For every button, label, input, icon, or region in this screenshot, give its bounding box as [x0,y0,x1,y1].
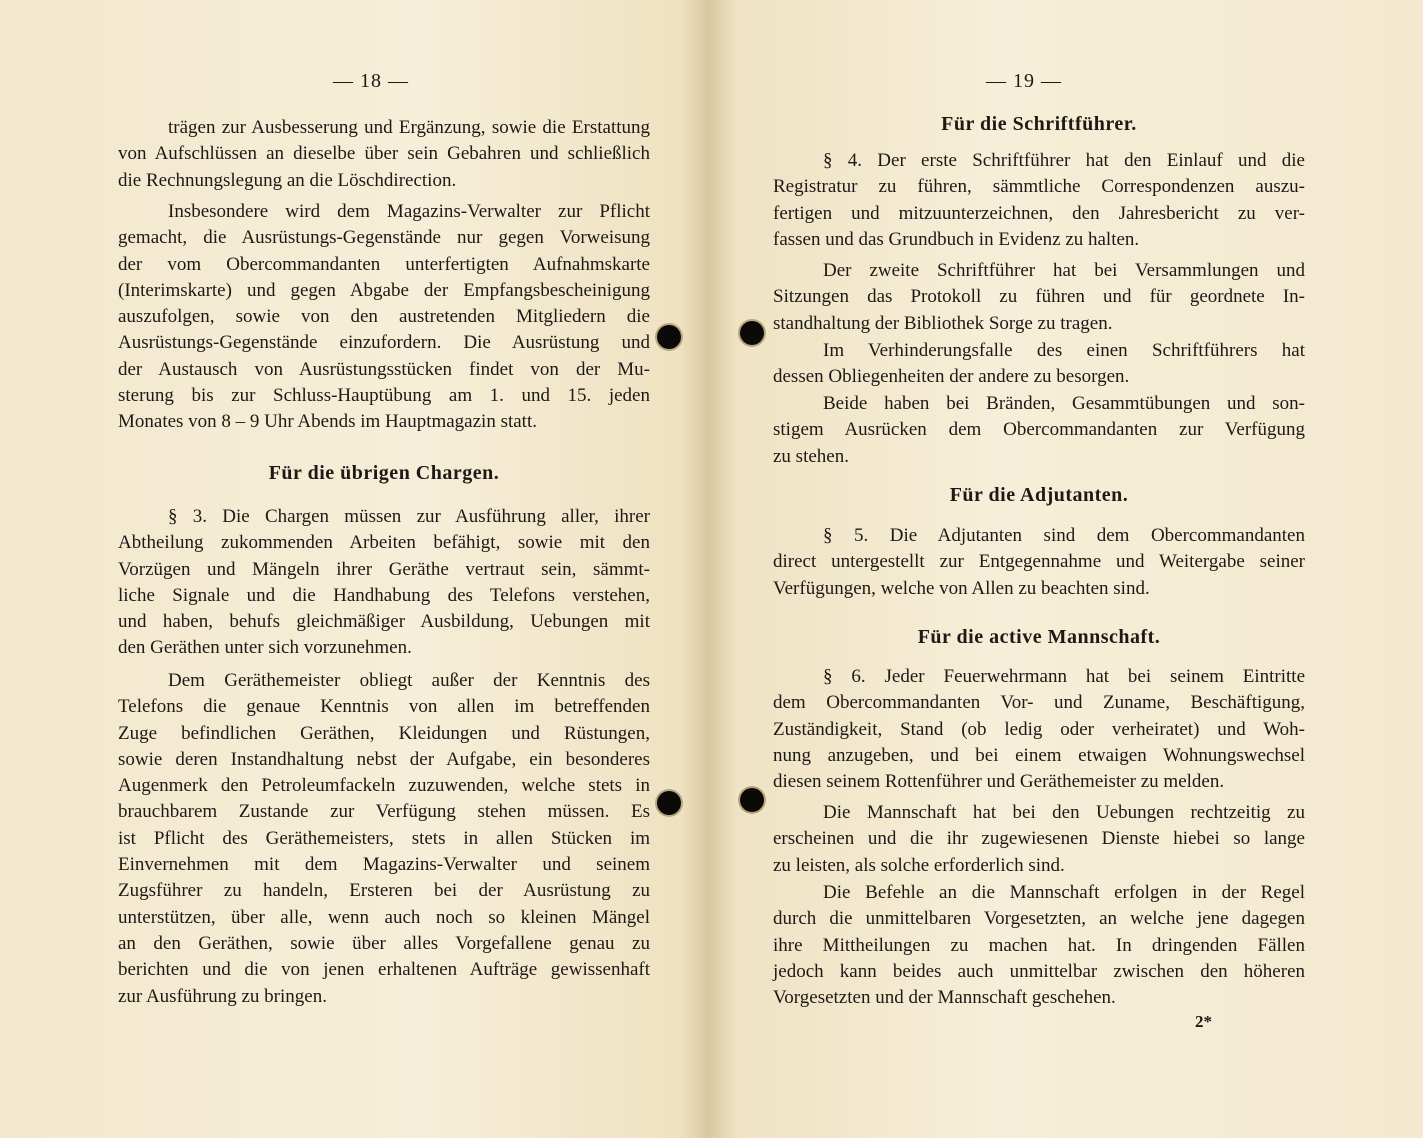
text-line: nung anzugeben, und bei einem etwaigen Wohnungswechsel [773,744,1305,766]
text-line: gemacht, die Ausrüstungs-Gegenstände nur gegen Vorweisung [118,227,650,249]
text-line: Zugsführer zu handeln, Ersteren bei der Ausrüstung zu [118,880,650,902]
paragraph [773,258,1305,337]
punch-hole [657,325,681,349]
text-line: die Rechnungslegung an die Löschdirection. [118,169,457,191]
text-line: Monates von 8 – 9 Uhr Abends im Hauptmagazin statt. [118,411,537,433]
text-line: stigem Ausrücken dem Obercommandanten zur Verfügung [773,419,1305,441]
text-line: § 4. Der erste Schriftführer hat den Einlauf und die [823,150,1305,171]
text-line: Beide haben bei Bränden, Gesammtübungen und son- [823,393,1305,414]
text-line: Telefons die genaue Kenntnis von allen im betreffenden [118,696,650,718]
paragraph [118,504,650,662]
text-line: Insbesondere wird dem Magazins-Verwalter zur Pflicht [168,201,650,222]
text-line: Zuständigkeit, Stand (ob ledig oder verheiratet) und Woh- [773,718,1305,740]
text-line: Zuge befindlichen Geräthen, Kleidungen und Rüstungen, [118,722,650,744]
punch-hole [740,321,764,345]
text-line: von Aufschlüssen an dieselbe über sein Gebahren und schließlich [118,143,650,165]
text-line: diesen seinem Rottenführer und Geräthemeister zu melden. [773,771,1225,793]
text-line: Der zweite Schriftführer hat bei Versammlungen und [823,260,1305,281]
text-line: erscheinen und die ihr zugewiesenen Dienste hiebei so lange [773,828,1305,850]
text-line: § 5. Die Adjutanten sind dem Obercommandanten [823,525,1305,546]
paragraph [118,115,650,194]
text-line: auszufolgen, sowie von den austretenden Mitgliedern die [118,306,650,328]
text-line: Dem Geräthemeister obliegt außer der Kenntnis des [168,670,650,691]
text-line: an den Geräthen, sowie über alles Vorgefallene genau zu [118,932,650,954]
text-line: fertigen und mitzuunterzeichnen, den Jahresbericht zu ver- [773,202,1305,224]
section-heading: Für die Schriftführer. [941,113,1137,135]
text-line: Sitzungen das Protokoll zu führen und für geordnete In- [773,286,1305,308]
text-line: fassen und das Grundbuch in Evidenz zu halten. [773,228,1140,250]
text-line: sowie deren Instandhaltung nebst der Aufgabe, ein besonderes [118,748,650,770]
text-line: trägen zur Ausbesserung und Ergänzung, sowie die Erstattung [168,117,650,138]
section-heading: Für die active Mannschaft. [917,626,1161,648]
text-line: zur Ausführung zu bringen. [118,985,327,1007]
text-line: Abtheilung zukommenden Arbeiten befähigt, sowie mit den [118,532,650,554]
text-line: (Interimskarte) und gegen Abgabe der Empfangsbescheinigung [118,279,650,301]
text-line: dem Obercommandanten Vor- und Zuname, Beschäftigung, [773,692,1305,714]
text-line: Einvernehmen mit dem Magazins-Verwalter und seinem [118,854,650,876]
text-line: Die Mannschaft hat bei den Uebungen rechtzeitig zu [823,802,1305,823]
text-line: Ausrüstungs-Gegenstände einzufordern. Die Ausrüstung und [118,332,650,354]
text-line: brauchbarem Zustande zur Verfügung stehen müssen. Es [118,801,650,823]
text-line: ist Pflicht des Geräthemeisters, stets in allen Stücken im [118,827,650,849]
text-line: standhaltung der Bibliothek Sorge zu tragen. [773,312,1113,334]
paragraph [118,668,650,1010]
text-line: Augenmerk den Petroleumfackeln zuzuwenden, welche stets in [118,775,650,797]
right-page [708,0,1423,1138]
paragraph [118,199,650,436]
section-heading: Für die Adjutanten. [949,484,1129,506]
text-line: jedoch kann beides auch unmittelbar zwischen den höheren [773,960,1305,982]
text-line: der vom Obercommandanten unterfertigten Aufnahmskarte [118,253,650,275]
text-line: Verfügungen, welche von Allen zu beachten sind. [773,577,1150,599]
paragraph [773,148,1305,253]
text-line: berichten und die von jenen erhaltenen Aufträge gewissenhaft [118,959,650,981]
text-line: direct untergestellt zur Entgegennahme und Weitergabe seiner [773,551,1305,573]
text-line: den Geräthen unter sich vorzunehmen. [118,637,412,659]
text-line: unterstützen, über alle, wenn auch noch so kleinen Mängel [118,906,650,928]
text-line: § 6. Jeder Feuerwehrmann hat bei seinem Eintritte [823,666,1305,687]
text-line: Vorzügen und Mängeln ihrer Geräthe vertraut sein, sämmt- [118,558,650,580]
page-number: — 18 — [333,70,409,92]
text-line: liche Signale und die Handhabung des Telefons verstehen, [118,584,650,606]
section-heading: Für die übrigen Chargen. [268,462,500,484]
paragraph [773,523,1305,602]
text-line: sterung bis zur Schluss-Hauptübung am 1. und 15. jeden [118,385,650,407]
text-line: und haben, behufs gleichmäßiger Ausbildung, Uebungen mit [118,611,650,633]
paragraph [773,880,1305,1011]
text-line: durch die unmittelbaren Vorgesetzten, an welche jene dagegen [773,908,1305,930]
paragraph [773,391,1305,470]
paragraph [773,800,1305,879]
paragraph [773,338,1305,391]
text-line: Vorgesetzten und der Mannschaft geschehen. [773,987,1116,1009]
text-line: Im Verhinderungsfalle des einen Schriftführers hat [823,340,1305,361]
text-line: zu leisten, als solche erforderlich sind. [773,854,1065,876]
text-line: zu stehen. [773,445,849,467]
signature-mark: 2* [1195,1012,1212,1031]
text-line: Registratur zu führen, sämmtliche Correspondenzen auszu- [773,176,1305,198]
paragraph [773,664,1305,795]
left-page [0,0,708,1138]
text-line: ihre Mittheilungen zu machen hat. In dringenden Fällen [773,934,1305,956]
page-number: — 19 — [986,70,1062,92]
text-line: § 3. Die Chargen müssen zur Ausführung aller, ihrer [168,506,650,527]
text-line: dessen Obliegenheiten der andere zu besorgen. [773,366,1130,388]
text-line: der Austausch von Ausrüstungsstücken findet von der Mu- [118,358,650,380]
punch-hole [657,791,681,815]
punch-hole [740,788,764,812]
text-line: Die Befehle an die Mannschaft erfolgen in der Regel [823,882,1305,903]
